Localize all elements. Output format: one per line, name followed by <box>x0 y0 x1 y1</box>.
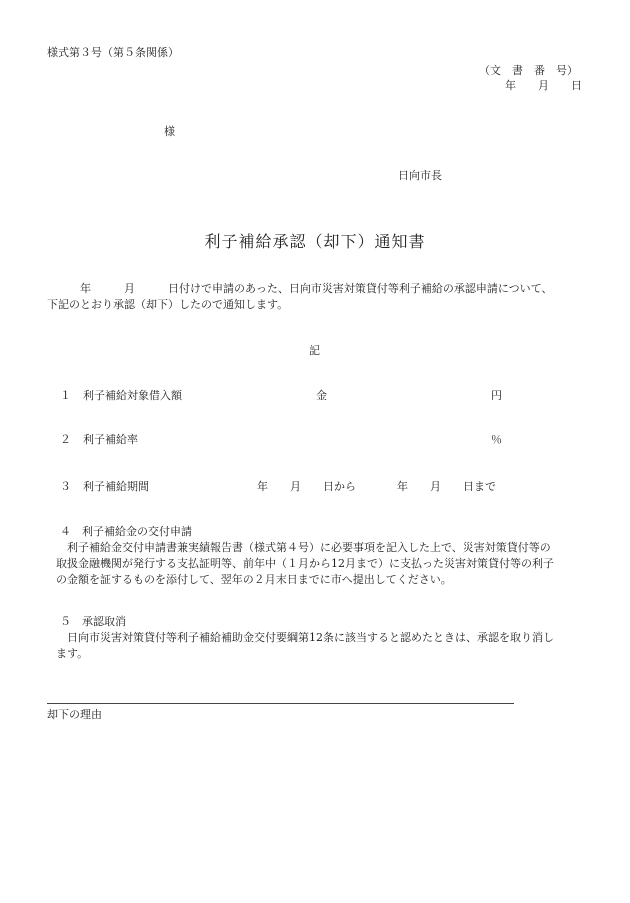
item-3-to: 年 月 日まで <box>397 480 496 493</box>
item-2-number: ２ <box>60 433 71 446</box>
item-3-number: ３ <box>60 480 71 493</box>
document-title: 利子補給承認（却下）通知書 <box>204 232 426 251</box>
item-4-line-1: 利子補給金交付申請書兼実績報告書（様式第４号）に必要事項を記入した上で、災害対策貸付等の <box>56 541 551 554</box>
form-number: 様式第３号（第５条関係） <box>47 46 179 59</box>
document-date: 年 月 日 <box>505 79 582 92</box>
issuer: 日向市長 <box>398 169 442 182</box>
item-3-label: 利子補給期間 <box>83 480 149 493</box>
document-number: （文 書 番 号） <box>479 64 578 77</box>
item-2-unit: ％ <box>491 433 502 446</box>
item-4-heading: ４ 利子補給金の交付申請 <box>60 525 192 538</box>
rejection-reason-label: 却下の理由 <box>47 708 102 721</box>
intro-line-1: 年 月 日付けで申請のあった、日向市災害対策貸付等利子補給の承認申請について、 <box>47 282 553 295</box>
item-5-line-2: ます。 <box>56 647 89 660</box>
item-1-number: １ <box>60 389 71 402</box>
item-5-heading: ５ 承認取消 <box>60 615 126 628</box>
item-5-line-1: 日向市災害対策貸付等利子補給補助金交付要綱第12条に該当すると認めたときは、承認を取り消し <box>56 631 554 644</box>
item-4-line-3: の金額を証するものを添付して、翌年の２月末日までに市へ提出してください。 <box>56 573 452 586</box>
intro-line-2: 下記のとおり承認（却下）したので通知します。 <box>47 298 289 311</box>
item-4-line-2: 取扱金融機関が発行する支払証明等、前年中（１月から12月まで）に支払った災害対策貸付等の利子 <box>56 557 554 570</box>
item-1-kin: 金 <box>316 389 327 402</box>
item-1-label: 利子補給対象借入額 <box>83 389 182 402</box>
rejection-divider <box>47 703 514 704</box>
addressee-suffix: 様 <box>164 125 175 138</box>
item-1-unit: 円 <box>491 389 502 402</box>
ki-heading: 記 <box>309 344 320 357</box>
item-3-from: 年 月 日から <box>257 480 356 493</box>
item-2-label: 利子補給率 <box>83 433 138 446</box>
